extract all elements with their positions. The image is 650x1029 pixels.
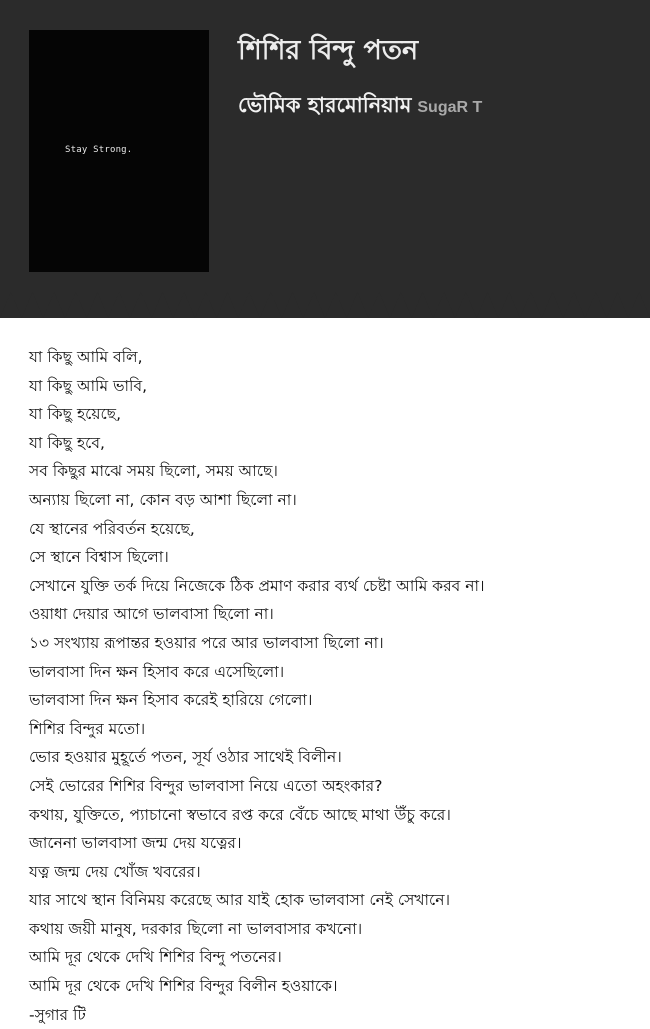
- lyric-line: -সুগার টি: [29, 1005, 86, 1024]
- header-banner: [0, 0, 650, 318]
- song-title: শিশির বিন্দু পতন: [238, 35, 419, 66]
- lyric-line: যা কিছু হয়েছে,: [29, 405, 121, 424]
- lyric-line: সেখানে যুক্তি তর্ক দিয়ে নিজেকে ঠিক প্রমাণ করার ব্যর্থ চেষ্টা আমি করব না।: [29, 576, 485, 595]
- lyric-line: কথায়, যুক্তিতে, প্যাচানো স্বভাবে রপ্ত করে বেঁচে আছে মাথা উঁচু করে।: [29, 805, 451, 824]
- album-name: ভৌমিক হারমোনিয়াম: [238, 93, 412, 117]
- zigzag-divider: [0, 290, 650, 320]
- lyric-line: যা কিছু হবে,: [29, 433, 105, 452]
- lyric-line: সে স্থানে বিশ্বাস ছিলো।: [29, 548, 169, 567]
- lyric-line: অন্যায় ছিলো না, কোন বড় আশা ছিলো না।: [29, 490, 297, 509]
- lyric-line: জানেনা ভালবাসা জন্ম দেয় যত্নের।: [29, 834, 242, 853]
- cover-image: [29, 30, 209, 272]
- lyric-line: কথায় জয়ী মানুষ, দরকার ছিলো না ভালবাসার কখনো।: [29, 919, 363, 938]
- lyric-line: শিশির বিন্দুর মতো।: [29, 719, 146, 738]
- lyric-line: ১৩ সংখ্যায় রূপান্তর হওয়ার পরে আর ভালবাসা ছিলো না।: [29, 633, 384, 652]
- lyric-line: যা কিছু আমি ভাবি,: [29, 376, 148, 395]
- lyric-line: যে স্থানের পরিবর্তন হয়েছে,: [29, 519, 195, 538]
- lyric-line: আমি দূর থেকে দেখি শিশির বিন্দু পতনের।: [29, 948, 282, 967]
- lyric-line: ওয়াধা দেয়ার আগে ভালবাসা ছিলো না।: [29, 605, 274, 624]
- lyric-line: সব কিছুর মাঝে সময় ছিলো, সময় আছে।: [29, 462, 278, 481]
- lyric-line: ভোর হওয়ার মুহূর্তে পতন, সূর্য ওঠার সাথেই বিলীন।: [29, 748, 342, 767]
- lyric-line: ভালবাসা দিন ক্ষন হিসাব করেই হারিয়ে গেলো।: [29, 691, 313, 710]
- subtitle-row: [238, 89, 482, 124]
- cover-caption: Stay Strong.: [65, 145, 133, 155]
- lyric-line: যা কিছু আমি বলি,: [29, 348, 143, 366]
- lyric-line: ভালবাসা দিন ক্ষন হিসাব করে এসেছিলো।: [29, 662, 285, 681]
- artist-name: SugaR T: [417, 99, 483, 116]
- lyrics-list: [29, 343, 485, 1029]
- lyric-line: যার সাথে স্থান বিনিময় করেছে আর যাই হোক ভালবাসা নেই সেখানে।: [29, 891, 451, 910]
- lyric-line: আমি দূর থেকে দেখি শিশির বিন্দুর বিলীন হওয়াকে।: [29, 977, 338, 996]
- lyric-line: সেই ভোরের শিশির বিন্দুর ভালবাসা নিয়ে এতো অহংকার?: [29, 776, 383, 795]
- lyric-line: যত্ন জন্ম দেয় খোঁজ খবরের।: [29, 862, 201, 881]
